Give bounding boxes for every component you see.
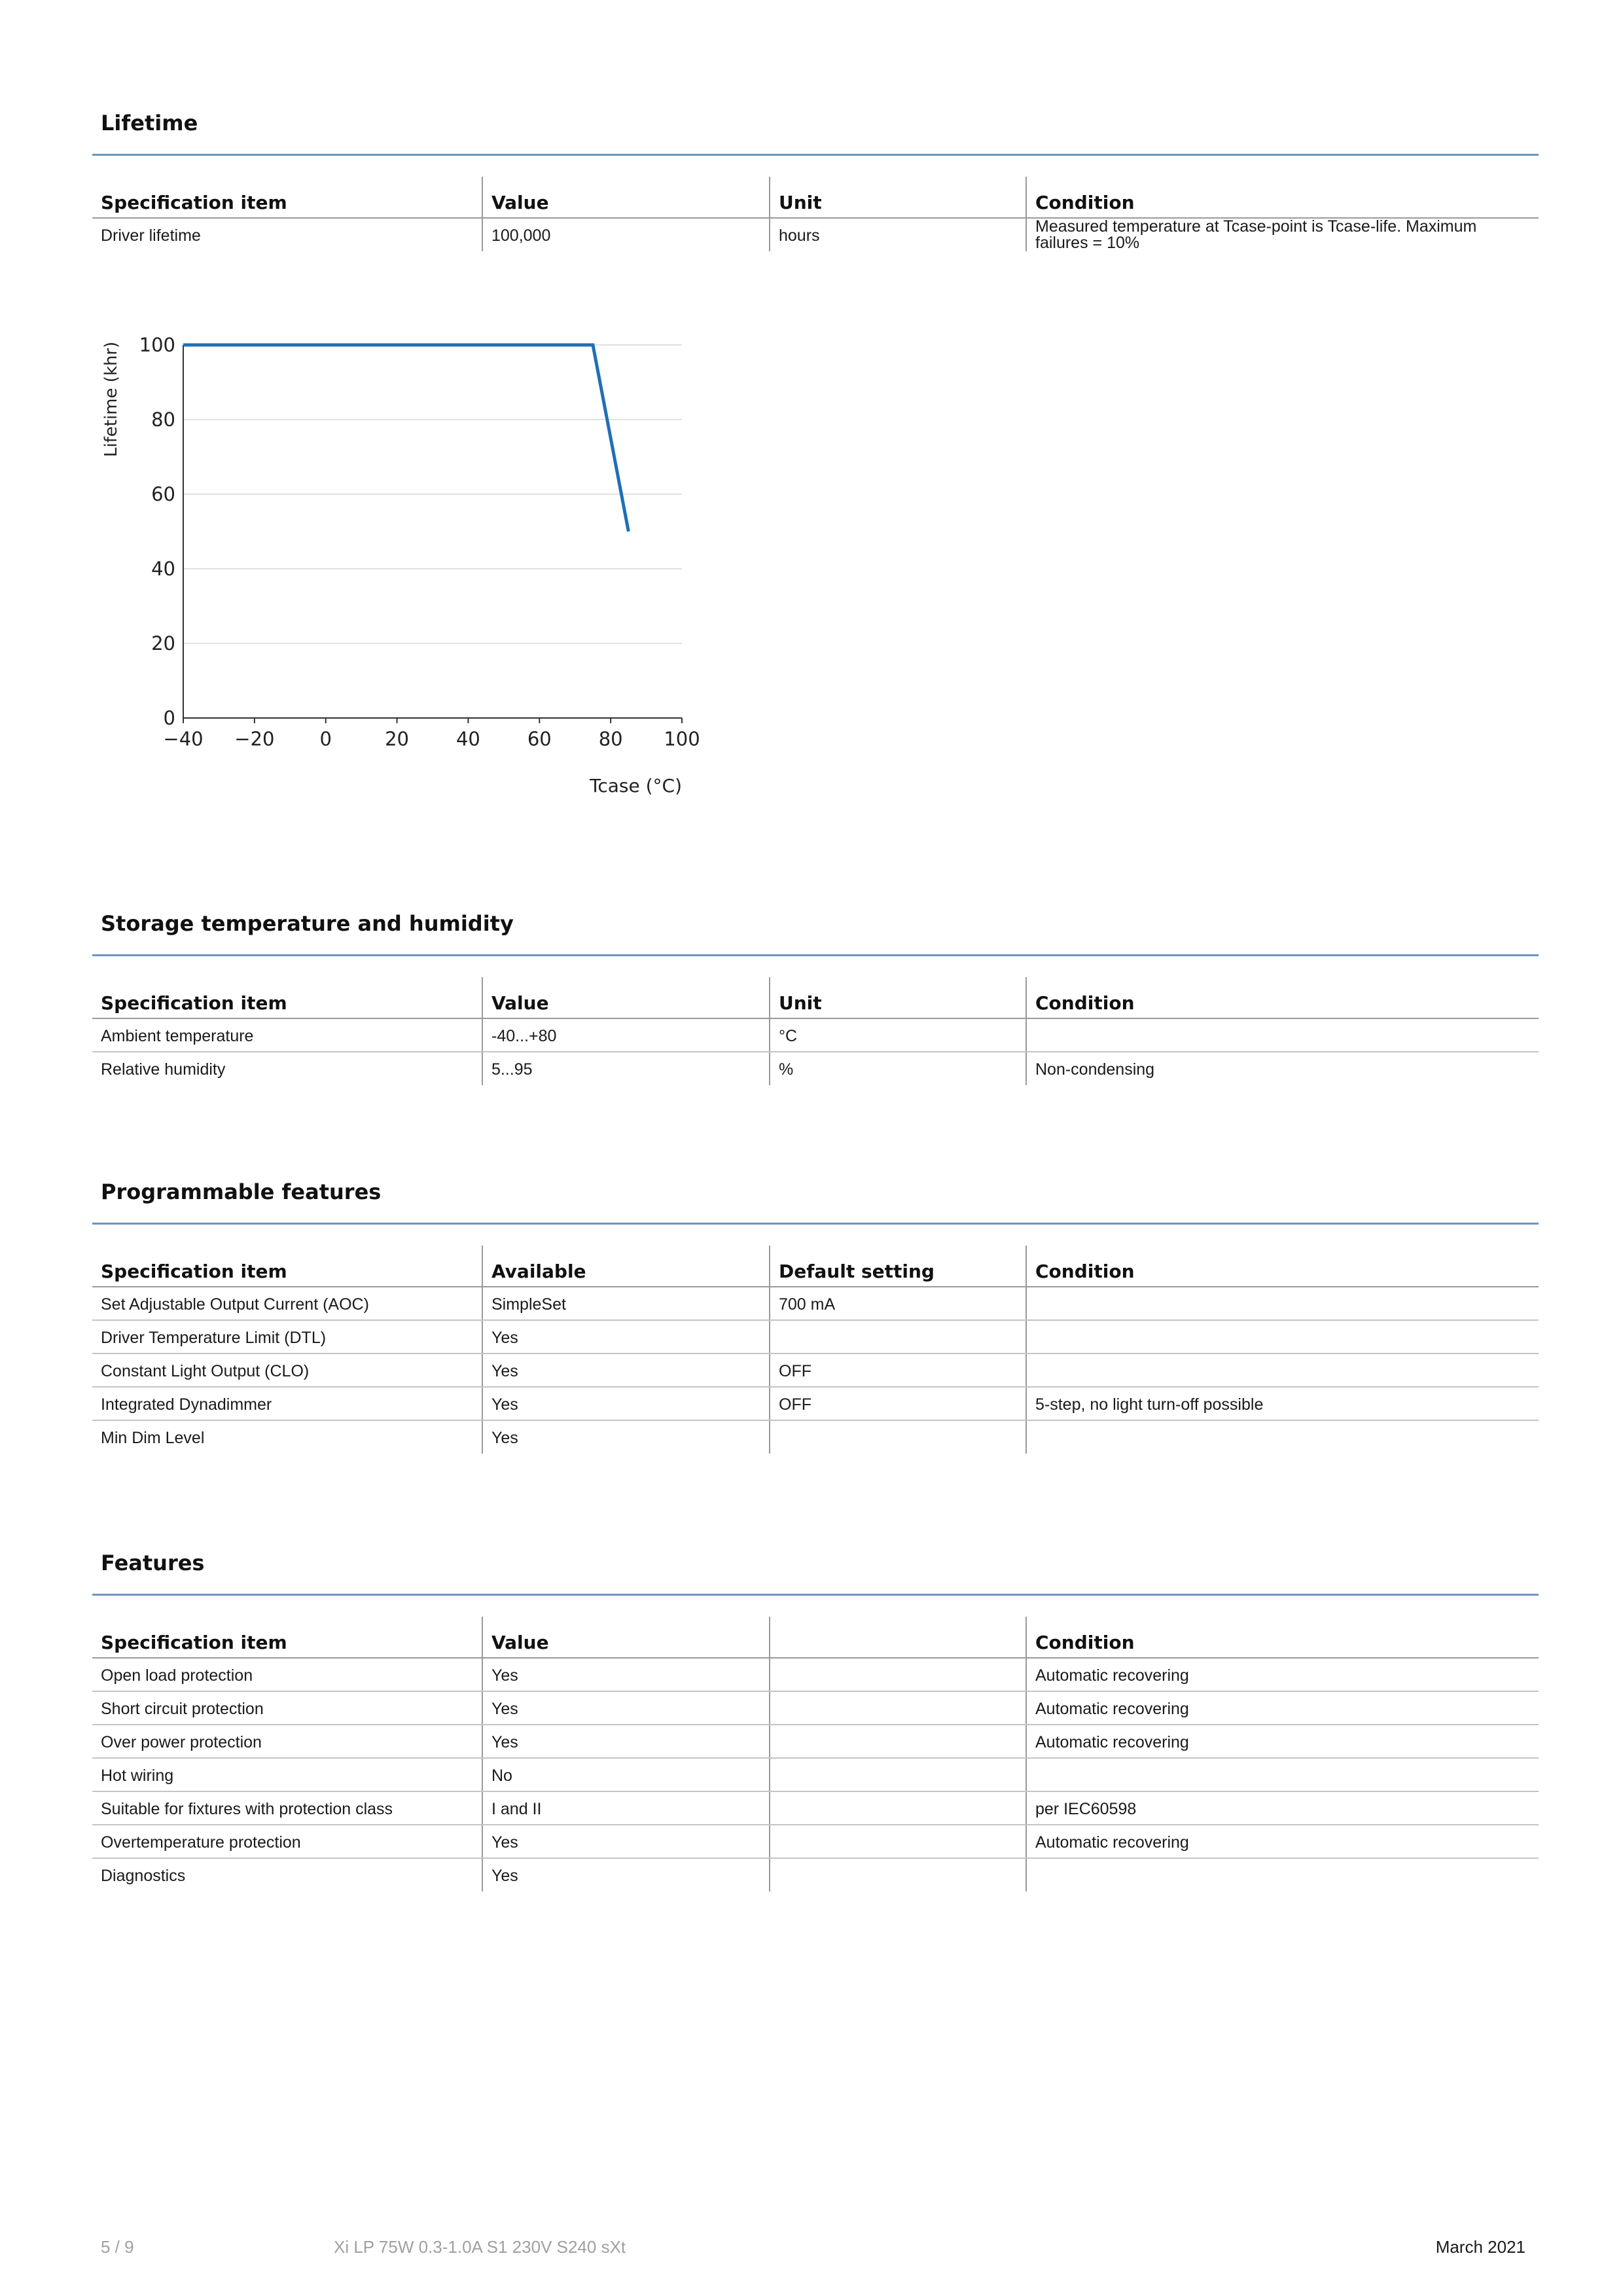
lifetime-series-line — [183, 345, 628, 531]
table-row — [92, 1658, 1539, 1691]
footer-date: March 2021 — [1435, 2237, 1525, 2257]
x-tick-label: 40 — [455, 728, 480, 750]
column-header: Specification item — [92, 177, 482, 218]
column-header: Unit — [770, 177, 1026, 218]
table-cell — [770, 1420, 1026, 1454]
section-divider — [92, 954, 1539, 956]
table-row — [92, 1052, 1539, 1085]
section-title-lifetime: Lifetime — [101, 111, 198, 135]
column-header: Available — [482, 1246, 770, 1287]
table-row — [92, 1387, 1539, 1420]
column-header: Default setting — [770, 1246, 1026, 1287]
table-cell: -40...+80 — [482, 1018, 770, 1052]
table-cell: Diagnostics — [101, 1867, 186, 1885]
table-cell: Measured temperature at Tcase-point is Tcase-life. Maximum failures = 10% — [1026, 218, 1539, 251]
table-cell: Yes — [482, 1725, 770, 1758]
section-divider — [92, 1594, 1539, 1596]
section-title-features: Features — [101, 1551, 205, 1575]
table-cell — [770, 1825, 1026, 1858]
x-tick-label: −40 — [163, 728, 204, 750]
column-header: Condition — [1026, 1246, 1539, 1287]
table-cell: Constant Light Output (CLO) — [92, 1354, 482, 1387]
table-cell — [770, 1691, 1026, 1725]
table-cell: Integrated Dynadimmer — [92, 1387, 482, 1420]
table-cell: per IEC60598 — [1026, 1791, 1539, 1825]
table-cell: SimpleSet — [482, 1287, 770, 1320]
table-cell — [1026, 1320, 1539, 1354]
table-cell — [1026, 1287, 1539, 1320]
y-tick-label: 60 — [151, 483, 175, 505]
column-header: Unit — [770, 977, 1026, 1018]
y-tick-label: 80 — [151, 408, 175, 431]
section-divider — [92, 1223, 1539, 1225]
table-cell — [770, 1858, 1026, 1892]
column-header: Condition — [1026, 977, 1539, 1018]
table-cell: Min Dim Level — [101, 1429, 205, 1447]
table-row — [92, 1691, 1539, 1725]
y-tick-label: 40 — [151, 558, 175, 580]
table-cell: 5...95 — [482, 1052, 770, 1085]
table-cell: Open load protection — [92, 1658, 482, 1691]
table-row — [92, 1825, 1539, 1858]
table-cell: hours — [770, 218, 1026, 251]
table-cell: 5-step, no light turn-off possible — [1026, 1387, 1539, 1420]
x-axis-label: Tcase (°C) — [589, 775, 682, 797]
footer-product-name: Xi LP 75W 0.3-1.0A S1 230V S240 sXt — [334, 2237, 626, 2257]
section-title-programmable: Programmable features — [101, 1179, 382, 1204]
table-cell: Automatic recovering — [1026, 1725, 1539, 1758]
table-row — [92, 1791, 1539, 1825]
table-cell: Suitable for fixtures with protection class — [92, 1791, 482, 1825]
table-cell: Set Adjustable Output Current (AOC) — [92, 1287, 482, 1320]
table-row — [92, 1725, 1539, 1758]
table-cell — [1026, 1018, 1539, 1052]
table-cell: °C — [770, 1018, 1026, 1052]
table-cell: Automatic recovering — [1026, 1691, 1539, 1725]
section-divider — [92, 154, 1539, 156]
x-tick-label: 80 — [598, 728, 623, 750]
table-cell: No — [482, 1758, 770, 1791]
x-tick-label: 20 — [385, 728, 410, 750]
table-cell: Short circuit protection — [92, 1691, 482, 1725]
column-header: Condition — [1026, 1617, 1539, 1658]
table-cell: Driver lifetime — [101, 226, 201, 245]
table-cell: Over power protection — [92, 1725, 482, 1758]
table-row — [92, 1420, 1539, 1454]
table-cell: Yes — [482, 1387, 770, 1420]
table-cell — [1026, 1420, 1539, 1454]
table-cell: % — [770, 1052, 1026, 1085]
table-row — [92, 218, 1539, 251]
table-cell — [770, 1725, 1026, 1758]
table-cell: I and II — [482, 1791, 770, 1825]
table-cell — [1026, 1758, 1539, 1791]
storage-table — [92, 977, 1539, 1085]
table-cell: Yes — [482, 1825, 770, 1858]
column-header: Condition — [1026, 177, 1539, 218]
table-cell: Automatic recovering — [1026, 1658, 1539, 1691]
table-cell — [1026, 1354, 1539, 1387]
table-cell: OFF — [770, 1354, 1026, 1387]
table-cell — [770, 1658, 1026, 1691]
column-header: Specification item — [92, 977, 482, 1018]
x-tick-label: 0 — [319, 728, 332, 750]
table-cell: Overtemperature protection — [92, 1825, 482, 1858]
table-row — [92, 1354, 1539, 1387]
table-row — [92, 1018, 1539, 1052]
table-row — [92, 1320, 1539, 1354]
programmable-table — [92, 1246, 1539, 1454]
table-row — [92, 1287, 1539, 1320]
column-header: Value — [482, 177, 770, 218]
x-tick-label: −20 — [234, 728, 275, 750]
table-cell: Yes — [482, 1658, 770, 1691]
column-header: Value — [482, 977, 770, 1018]
table-cell: OFF — [770, 1387, 1026, 1420]
table-cell: Yes — [482, 1354, 770, 1387]
table-cell: Yes — [482, 1858, 770, 1892]
lifetime-chart — [92, 321, 720, 818]
footer-page-number: 5 / 9 — [101, 2237, 134, 2257]
table-row — [92, 1858, 1539, 1892]
table-cell: 100,000 — [482, 218, 770, 251]
table-cell: 700 mA — [770, 1287, 1026, 1320]
column-header: Value — [482, 1617, 770, 1658]
y-axis-label: Lifetime (khr) — [101, 341, 121, 457]
features-table — [92, 1617, 1539, 1892]
table-cell — [770, 1791, 1026, 1825]
table-cell: Yes — [482, 1420, 770, 1454]
x-tick-label: 100 — [664, 728, 700, 750]
x-tick-label: 60 — [527, 728, 552, 750]
table-cell: Automatic recovering — [1026, 1825, 1539, 1858]
table-cell — [770, 1758, 1026, 1791]
column-header: Specification item — [92, 1617, 482, 1658]
table-cell: Yes — [482, 1320, 770, 1354]
table-cell: Ambient temperature — [92, 1018, 482, 1052]
table-cell — [1026, 1858, 1539, 1892]
table-cell: Driver Temperature Limit (DTL) — [92, 1320, 482, 1354]
y-tick-label: 0 — [163, 707, 175, 729]
table-row — [92, 1758, 1539, 1791]
table-cell: Non-condensing — [1026, 1052, 1539, 1085]
table-cell: Hot wiring — [92, 1758, 482, 1791]
table-cell — [770, 1320, 1026, 1354]
y-tick-label: 100 — [139, 334, 175, 356]
y-tick-label: 20 — [151, 632, 175, 655]
column-header — [770, 1617, 1026, 1658]
table-cell: Yes — [482, 1691, 770, 1725]
section-title-storage: Storage temperature and humidity — [101, 911, 514, 936]
column-header: Specification item — [92, 1246, 482, 1287]
lifetime-table — [92, 177, 1539, 251]
table-cell: Relative humidity — [101, 1060, 226, 1079]
